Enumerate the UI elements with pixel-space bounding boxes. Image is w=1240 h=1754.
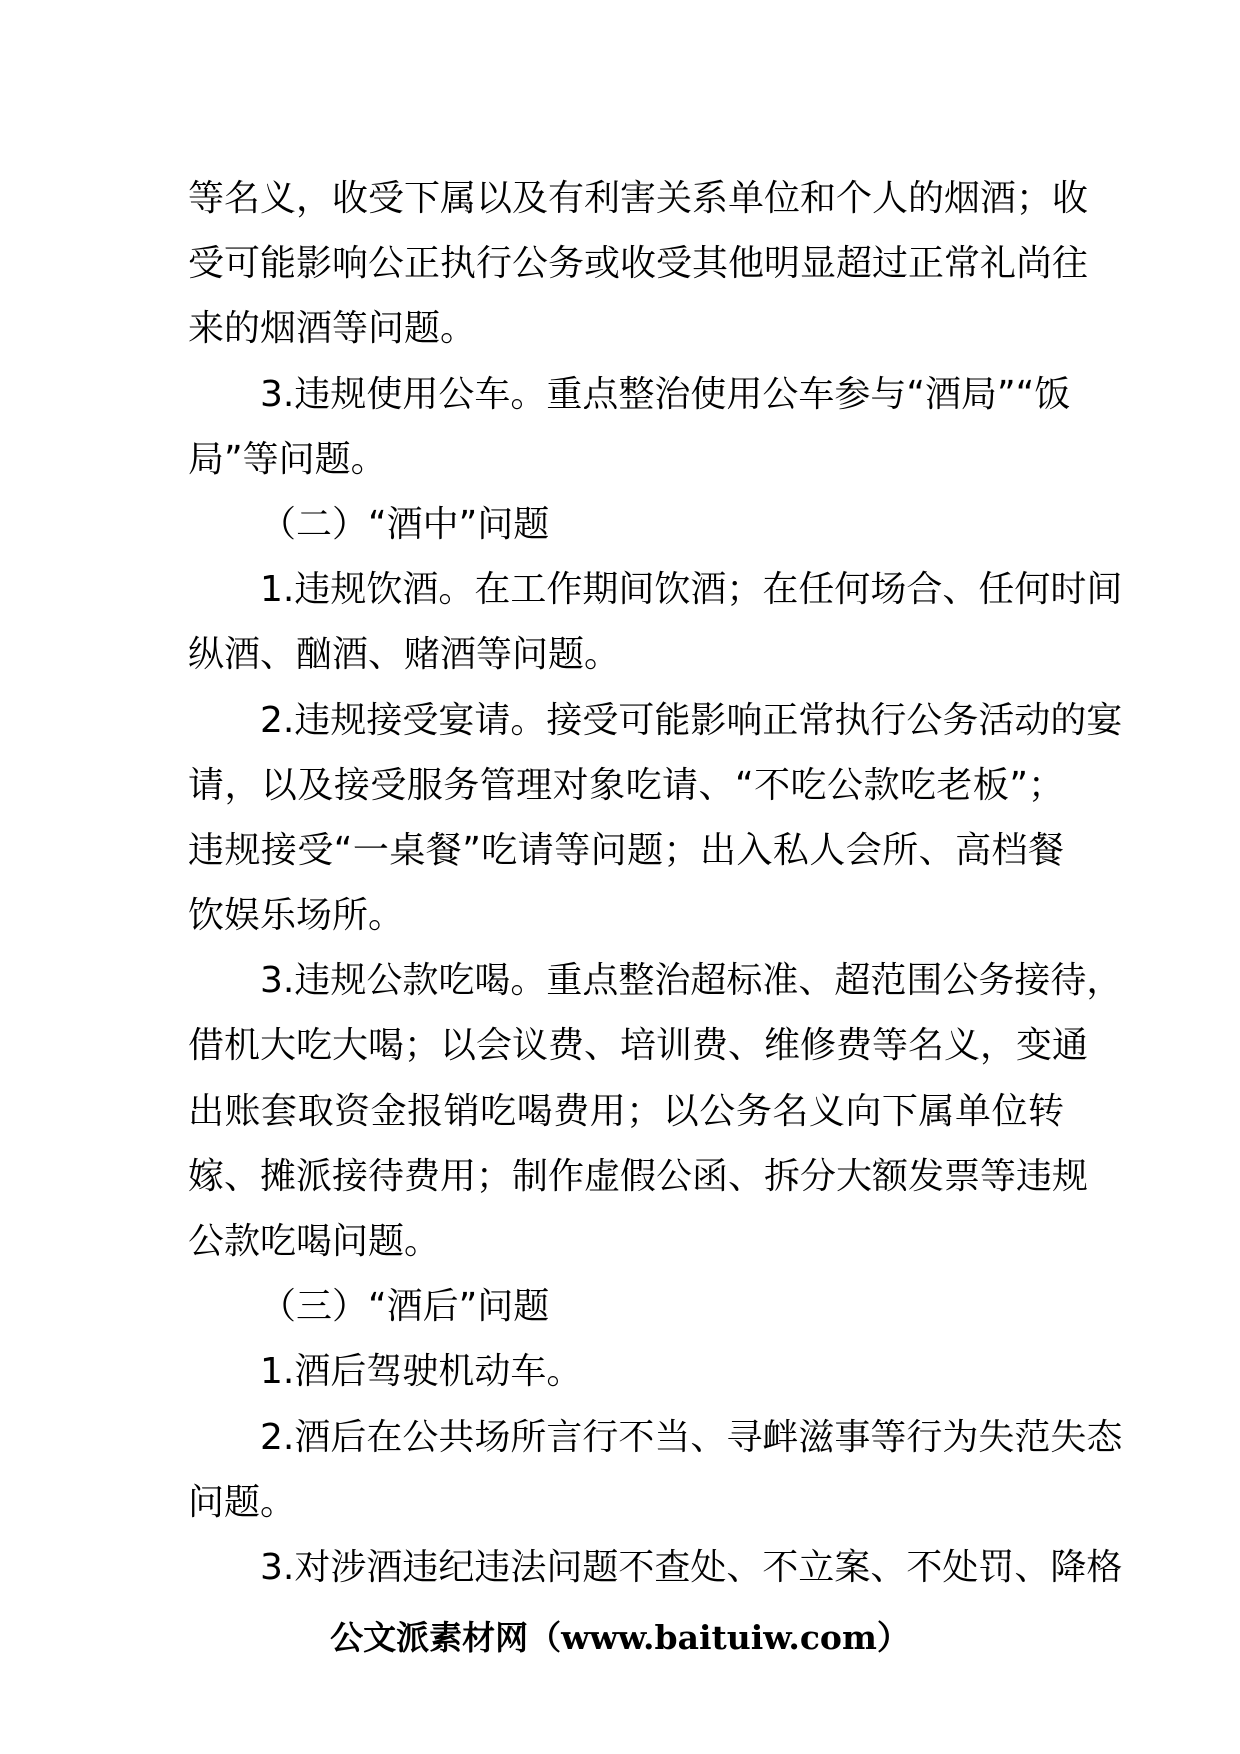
body-line: 3.违规公款吃喝。重点整治超标准、超范围公务接待， — [260, 960, 1123, 1002]
body-line: 局”等问题。 — [188, 438, 387, 480]
body-line: 2.违规接受宴请。接受可能影响正常执行公务活动的宴 — [260, 699, 1123, 741]
section-heading: （三）“酒后”问题 — [260, 1286, 550, 1328]
body-line: 借机大吃大喝；以会议费、培训费、维修费等名义，变通 — [188, 1025, 1089, 1067]
body-line: 公款吃喝问题。 — [188, 1221, 441, 1262]
body-line: 2.酒后在公共场所言行不当、寻衅滋事等行为失范失态 — [260, 1416, 1123, 1458]
document-body — [188, 166, 1123, 1600]
body-line: 嫁、摊派接待费用；制作虚假公函、拆分大额发票等违规 — [188, 1155, 1089, 1197]
body-line: 受可能影响公正执行公务或收受其他明显超过正常礼尚往 — [188, 243, 1089, 285]
body-line: 来的烟酒等问题。 — [188, 308, 477, 350]
body-line: 违规接受“一桌餐”吃请等问题；出入私人会所、高档餐 — [188, 829, 1064, 871]
body-line: 请，以及接受服务管理对象吃请、“不吃公款吃老板”； — [188, 764, 1064, 806]
body-line: 3.对涉酒违纪违法问题不查处、不立案、不处罚、降格 — [260, 1546, 1123, 1588]
body-line: 问题。 — [188, 1481, 297, 1523]
body-line: 1.违规饮酒。在工作期间饮酒；在任何场合、任何时间 — [260, 569, 1123, 611]
body-line: 1.酒后驾驶机动车。 — [260, 1351, 583, 1393]
footer-watermark-text: 公文派素材网（www.baituiw.com） — [330, 1618, 910, 1657]
section-heading: （二）“酒中”问题 — [260, 503, 550, 545]
body-line: 出账套取资金报销吃喝费用；以公务名义向下属单位转 — [188, 1090, 1064, 1132]
body-line: 等名义，收受下属以及有利害关系单位和个人的烟酒；收 — [188, 178, 1089, 219]
body-line: 3.违规使用公车。重点整治使用公车参与“酒局”“饭 — [260, 373, 1071, 415]
body-line: 纵酒、酗酒、赌酒等问题。 — [188, 634, 621, 676]
body-line: 饮娱乐场所。 — [188, 895, 405, 937]
